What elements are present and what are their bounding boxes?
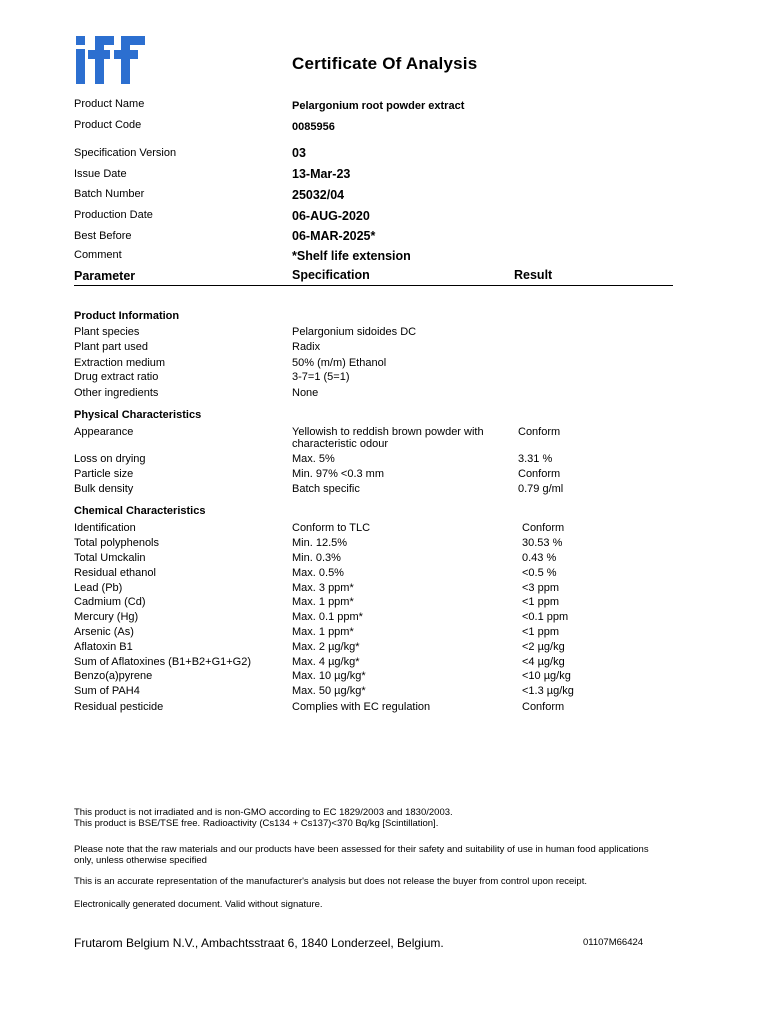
row-parameter: Identification [74,522,136,534]
row-specification: Max. 1 ppm* [292,626,354,638]
row-parameter: Residual ethanol [74,567,156,579]
row-parameter: Drug extract ratio [74,371,159,383]
row-specification: Complies with EC regulation [292,701,431,713]
row-result: Conform [518,426,561,438]
row-specification: 3-7=1 (5=1) [292,371,350,383]
header-value-spec-version: 03 [292,146,306,160]
row-parameter: Particle size [74,468,134,480]
row-result: <0.5 % [522,567,557,579]
header-value-batch-number: 25032/04 [292,188,345,202]
row-parameter: Benzo(a)pyrene [74,670,153,682]
row-specification-continued: characteristic odour [292,438,388,450]
row-specification: Max. 5% [292,453,335,465]
row-result: <0.1 ppm [522,611,569,623]
row-parameter: Appearance [74,426,134,438]
row-parameter: Other ingredients [74,387,159,399]
header-divider [74,285,673,286]
header-label-spec-version: Specification Version [74,147,177,159]
row-specification: Max. 50 µg/kg* [292,685,366,697]
row-parameter: Sum of Aflatoxines (B1+B2+G1+G2) [74,656,252,668]
row-result: <4 µg/kg [522,656,565,668]
row-specification: Min. 0.3% [292,552,341,564]
row-parameter: Total polyphenols [74,537,160,549]
row-parameter: Plant part used [74,341,148,353]
row-specification: 50% (m/m) Ethanol [292,357,387,369]
row-result: <1.3 µg/kg [522,685,574,697]
row-parameter: Arsenic (As) [74,626,134,638]
header-value-production-date: 06-AUG-2020 [292,209,370,223]
header-label-batch-number: Batch Number [74,188,145,200]
row-parameter: Bulk density [74,483,134,495]
row-parameter: Sum of PAH4 [74,685,140,697]
row-parameter: Total Umckalin [74,552,146,564]
footer-doc-code: 01107M66424 [583,937,644,948]
note-safety: Please note that the raw materials and our products have been assessed for their safety and suitability of use in human food applications [74,844,649,855]
section-title-product-information: Product Information [74,310,180,322]
section-title-chemical-characteristics: Chemical Characteristics [74,505,206,517]
row-parameter: Aflatoxin B1 [74,641,133,653]
column-header-result: Result [514,268,553,282]
note-gmo: This product is not irradiated and is non-GMO according to EC 1829/2003 and 1830/2003. [74,807,453,818]
header-label-product-name: Product Name [74,98,145,110]
iff-logo [76,36,148,89]
document-title: Certificate Of Analysis [292,54,478,73]
header-label-production-date: Production Date [74,209,153,221]
row-result: 0.79 g/ml [518,483,564,495]
row-specification: Min. 12.5% [292,537,348,549]
row-result: 3.31 % [518,453,553,465]
row-result: <1 ppm [522,596,559,608]
row-specification: Max. 1 ppm* [292,596,354,608]
row-specification: Max. 2 µg/kg* [292,641,360,653]
row-result: 30.53 % [522,537,563,549]
iff-logo-mark [76,36,148,84]
note-bse: This product is BSE/TSE free. Radioactivity (Cs134 + Cs137)<370 Bq/kg [Scintillation]. [74,818,439,829]
note-electronic: Electronically generated document. Valid without signature. [74,899,323,910]
header-value-product-name: Pelargonium root powder extract [292,100,465,112]
row-result: <2 µg/kg [522,641,565,653]
row-specification: None [292,387,319,399]
section-title-physical-characteristics: Physical Characteristics [74,409,202,421]
row-specification: Max. 4 µg/kg* [292,656,360,668]
header-label-comment: Comment [74,249,122,261]
row-specification: Radix [292,341,321,353]
row-specification: Max. 0.1 ppm* [292,611,363,623]
header-value-comment: *Shelf life extension [292,249,411,263]
column-header-parameter: Parameter [74,269,136,283]
row-result: <1 ppm [522,626,559,638]
header-label-issue-date: Issue Date [74,168,127,180]
row-specification: Max. 3 ppm* [292,582,354,594]
row-parameter: Loss on drying [74,453,146,465]
row-result: <10 µg/kg [522,670,571,682]
row-parameter: Extraction medium [74,357,166,369]
row-parameter: Residual pesticide [74,701,164,713]
row-result: Conform [518,468,561,480]
row-specification: Pelargonium sidoides DC [292,326,417,338]
row-result: 0.43 % [522,552,557,564]
row-result: Conform [522,522,565,534]
column-header-specification: Specification [292,268,370,282]
row-specification: Conform to TLC [292,522,371,534]
row-parameter: Mercury (Hg) [74,611,139,623]
row-parameter: Cadmium (Cd) [74,596,146,608]
row-result: Conform [522,701,565,713]
header-label-best-before: Best Before [74,230,132,242]
row-specification: Yellowish to reddish brown powder with [292,426,484,438]
row-parameter: Lead (Pb) [74,582,123,594]
header-value-product-code: 0085956 [292,121,335,133]
row-specification: Batch specific [292,483,360,495]
header-value-issue-date: 13-Mar-23 [292,167,351,181]
note-representation: This is an accurate representation of the manufacturer's analysis but does not release the buyer from control upon receipt. [74,876,587,887]
row-specification: Min. 97% <0.3 mm [292,468,385,480]
footer-address: Frutarom Belgium N.V., Ambachtsstraat 6, 1840 Londerzeel, Belgium. [74,936,444,950]
row-parameter: Plant species [74,326,140,338]
note-safety-continued: only, unless otherwise specified [74,855,207,866]
row-result: <3 ppm [522,582,559,594]
row-specification: Max. 0.5% [292,567,344,579]
header-label-product-code: Product Code [74,119,142,131]
row-specification: Max. 10 µg/kg* [292,670,366,682]
header-value-best-before: 06-MAR-2025* [292,229,376,243]
